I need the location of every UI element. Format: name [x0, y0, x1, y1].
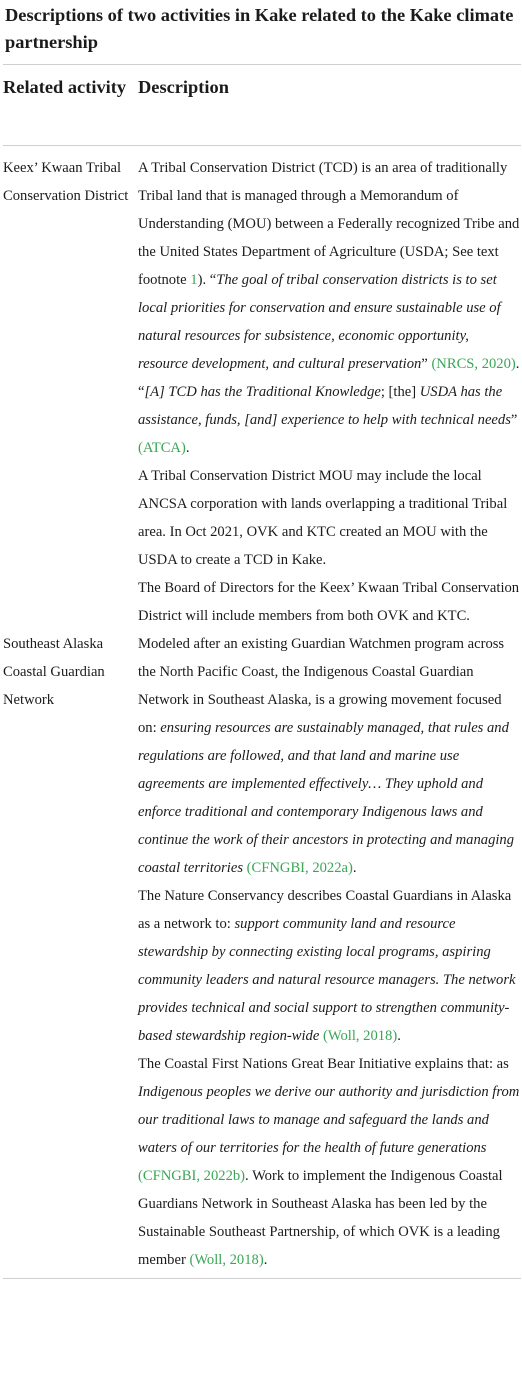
- description-paragraph: [138, 574, 521, 630]
- text-segment: .: [263, 1252, 268, 1268]
- citation-link[interactable]: (ATCA): [138, 440, 186, 456]
- header-description: Description: [138, 77, 229, 97]
- citation-link[interactable]: 1: [190, 272, 198, 288]
- text-segment: .: [397, 1028, 401, 1044]
- citation-link[interactable]: (Woll, 2018): [323, 1028, 398, 1044]
- description-cell: [138, 630, 521, 1274]
- text-segment: ”: [510, 412, 518, 428]
- table-header: [3, 65, 522, 145]
- header-related-activity: Related activity: [3, 77, 127, 97]
- text-segment: .: [352, 860, 357, 876]
- description-paragraph: [138, 882, 521, 1050]
- quoted-text: [A] TCD has the Traditional Knowledge: [144, 384, 381, 400]
- text-segment: Modeled after an existing Guardian Watchmen program across the North Pacific Coast, the Indigenous Coastal Guardian Network in Southeast Alaska, is a growing movement focused on:: [138, 636, 505, 736]
- quoted-text: USDA has the assistance, funds, [and] experience to help with technical needs: [138, 384, 511, 428]
- citation-link[interactable]: (CFNGBI, 2022a): [246, 860, 353, 876]
- text-segment: . Work to implement the Indigenous Coastal Guardians Network in Southeast Alaska has been led by the Sustainable Southeast Partnership, of which OVK is a leading member: [138, 1168, 503, 1268]
- text-segment: A Tribal Conservation District MOU may include the local ANCSA corporation with lands overlapping a traditional Tribal area. In Oct 2021, OVK and KTC created an MOU with the USDA to create a TCD in Kake.: [138, 468, 508, 568]
- quoted-text: support community land and resource stewardship by connecting existing local programs, aspiring community leaders and natural resource managers. The network provides technical and social support to strengthen community-based stewardship region-wide: [138, 916, 516, 1044]
- text-segment: The Nature Conservancy describes Coastal Guardians in Alaska as a network to:: [138, 888, 512, 932]
- text-segment: The Board of Directors for the Keex’ Kwaan Tribal Conservation District will include members from both OVK and KTC.: [138, 580, 520, 624]
- activity-cell: Southeast Alaska Coastal Guardian Network: [3, 636, 105, 708]
- citation-link[interactable]: (CFNGBI, 2022b): [138, 1168, 246, 1184]
- text-segment: The Coastal First Nations Great Bear Initiative explains that: as: [138, 1056, 509, 1072]
- quoted-text: ensuring resources are sustainably managed, that rules and regulations are followed, and that land and marine use agreements are implemented effectively… They uphold and enforce traditional and contemporary Indigenous laws and continue the work of their ancestors in protecting and managing coastal territories: [138, 720, 515, 876]
- description-cell: [138, 154, 521, 630]
- bottom-rule: [3, 1278, 521, 1279]
- table-row: [3, 630, 522, 1274]
- activity-cell: Keex’ Kwaan Tribal Conservation District: [3, 160, 129, 204]
- text-segment: ; [the]: [380, 384, 420, 400]
- quoted-text: The goal of tribal conservation districts is to set local priorities for conservation and ensure sustainable use of natural resources for subsistence, economic opportunity, resource development, and cultural preservation: [138, 272, 501, 372]
- quoted-text: Indigenous peoples we derive our authority and jurisdiction from our traditional laws to manage and safeguard the lands and waters of our territories for the health of future generations: [138, 1084, 520, 1156]
- text-segment: .: [185, 440, 190, 456]
- table-row: [3, 154, 522, 630]
- citation-link[interactable]: (Woll, 2018): [189, 1252, 264, 1268]
- header-rule: [3, 145, 521, 146]
- description-paragraph: [138, 630, 521, 882]
- text-segment: . “: [138, 356, 520, 400]
- description-paragraph: [138, 154, 521, 462]
- table-title: Descriptions of two activities in Kake related to the Kake climate partnership: [5, 5, 514, 52]
- description-paragraph: [138, 462, 521, 574]
- citation-link[interactable]: (NRCS, 2020): [431, 356, 516, 372]
- text-segment: A Tribal Conservation District (TCD) is an area of traditionally Tribal land that is managed through a Memorandum of Understanding (MOU) between a Federally recognized Tribe and the United States Department of Agriculture (USDA; See text footnote: [138, 160, 520, 288]
- description-paragraph: [138, 1050, 521, 1274]
- text-segment: ). “: [197, 272, 217, 288]
- text-segment: ”: [421, 356, 432, 372]
